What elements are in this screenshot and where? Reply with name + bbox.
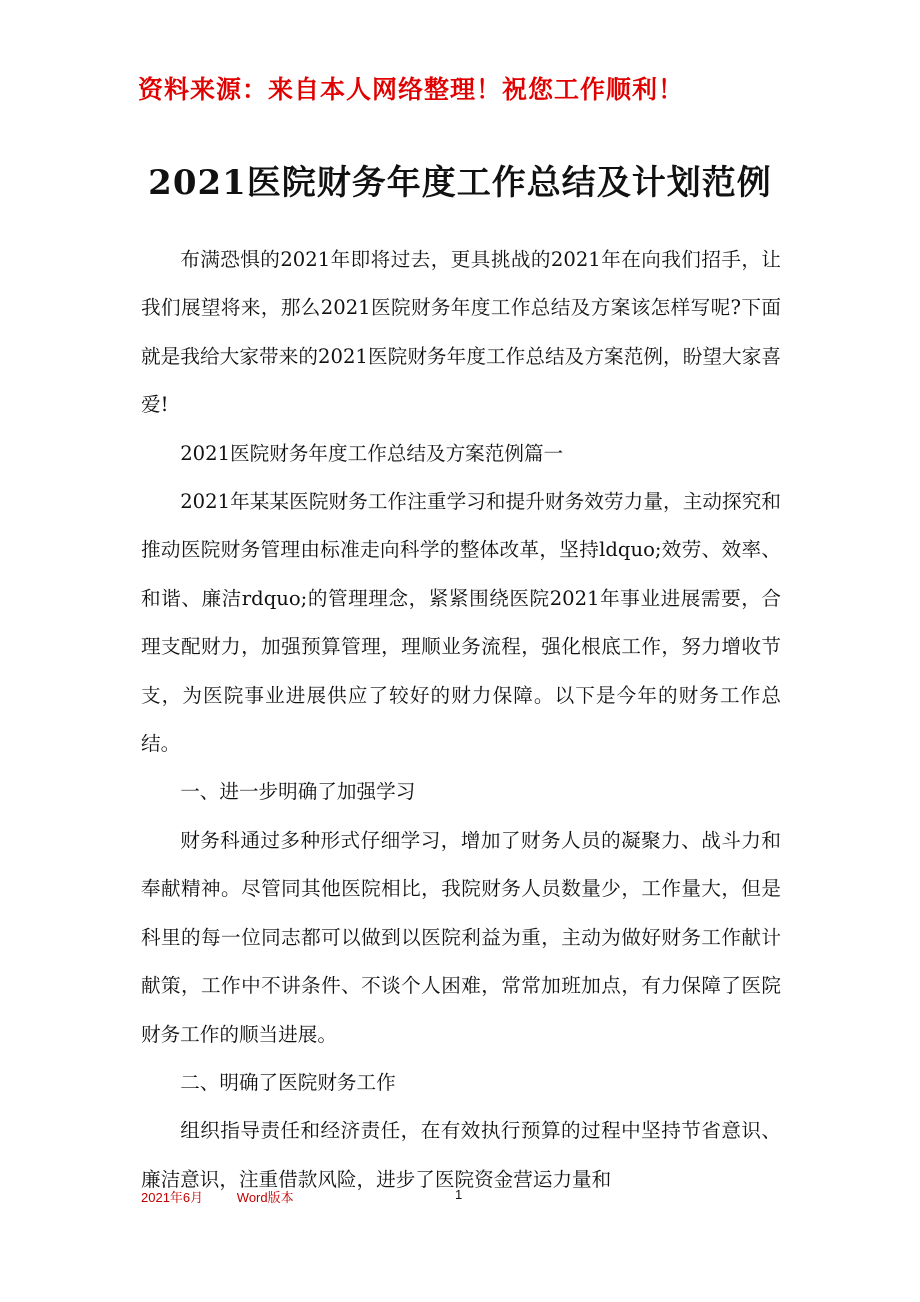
- page-footer: [141, 1187, 294, 1206]
- paragraph-study: 财务科通过多种形式仔细学习，增加了财务人员的凝聚力、战斗力和奉献精神。尽管同其他医院相比，我院财务人员数量少，工作量大，但是科里的每一位同志都可以做到以医院利益为重，主动为做好财务工作献计献策，工作中不讲条件、不谈个人困难，常常加班加点，有力保障了医院财务工作的顺当进展。: [141, 828, 781, 1046]
- source-banner: 资料来源：来自本人网络整理！祝您工作顺利！: [138, 75, 685, 104]
- paragraph-section-heading: 2021医院财务年度工作总结及方案范例篇一: [180, 441, 564, 465]
- footer-version: Word版本: [236, 1190, 294, 1205]
- document-body: [141, 236, 781, 1204]
- paragraph-heading-one: 一、进一步明确了加强学习: [180, 780, 416, 804]
- page-number: 1: [455, 1187, 463, 1202]
- paragraph-overview: 2021年某某医院财务工作注重学习和提升财务效劳力量，主动探究和推动医院财务管理由标准走向科学的整体改革，坚持ldquo;效劳、效率、和谐、廉洁rdquo;的管理理念，紧紧围绕医院2021年事业进展需要，合理支配财力，加强预算管理，理顺业务流程，强化根底工作，努力增收节支，为医院事业进展供应了较好的财力保障。以下是今年的财务工作总结。: [141, 490, 781, 756]
- paragraph-responsibility: 组织指导责任和经济责任，在有效执行预算的过程中坚持节省意识、廉洁意识，注重借款风险，进步了医院资金营运力量和: [141, 1119, 781, 1191]
- document-title: 2021医院财务年度工作总结及计划范例: [148, 163, 772, 203]
- paragraph-intro: 布满恐惧的2021年即将过去，更具挑战的2021年在向我们招手，让我们展望将来，那么2021医院财务年度工作总结及方案该怎样写呢?下面就是我给大家带来的2021医院财务年度工作总结及方案范例，盼望大家喜爱!: [141, 248, 781, 417]
- footer-date: 2021年6月: [141, 1190, 204, 1205]
- paragraph-heading-two: 二、明确了医院财务工作: [180, 1070, 396, 1094]
